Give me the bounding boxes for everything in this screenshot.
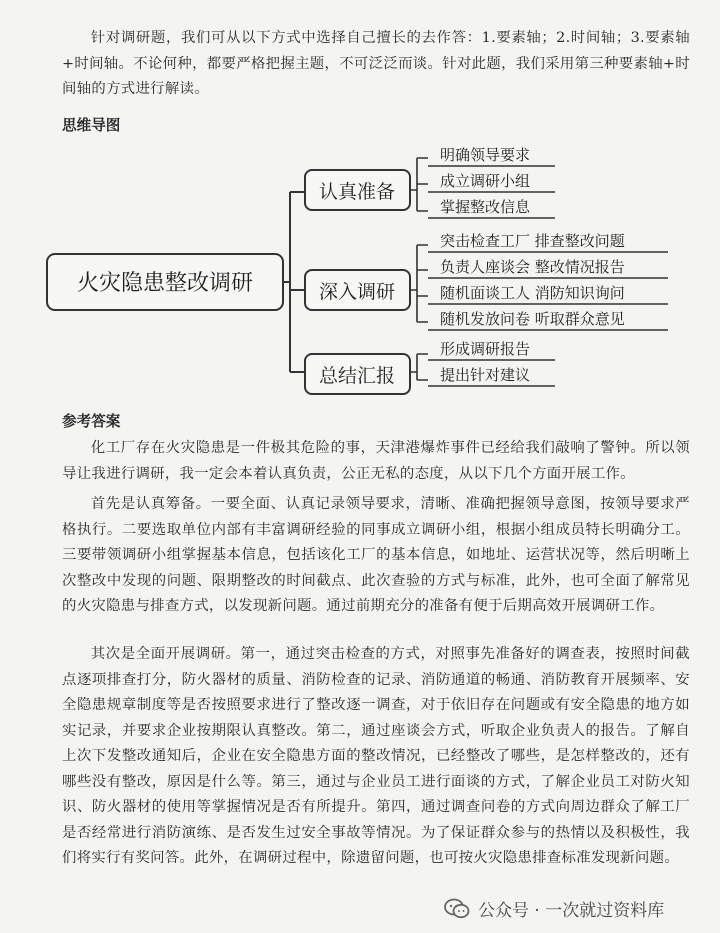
- branch-3-label: 总结汇报: [318, 365, 396, 387]
- leaf-3-2: 提出针对建议: [440, 366, 531, 384]
- leaf-1-2: 成立调研小组: [440, 172, 531, 190]
- leaf-1-3: 掌握整改信息: [440, 198, 531, 216]
- leaf-2-2: 负责人座谈会 整改情况报告: [440, 258, 625, 276]
- leaf-2-4: 随机发放问卷 听取群众意见: [440, 310, 625, 328]
- mind-map: [0, 0, 720, 400]
- wechat-icon: [444, 898, 470, 920]
- mindmap-root-node: [47, 254, 283, 310]
- mindmap-branch-1: [305, 146, 555, 218]
- footer-watermark: [444, 896, 664, 921]
- answer-paragraph-2: 首先是认真筹备。一要全面、认真记录领导要求，清晰、准确把握领导意图，按领导要求严格执行。二要选取单位内部有丰富调研经验的同事成立调研小组，根据小组成员特长明确分工。三要带领调研小组掌握基本信息，包括该化工厂的基本信息，如地址、运营状况等，然后明晰上次整改中发现的问题、限期整改的时间截点、此次查验的方式与标准，此外，也可全面了解常见的火灾隐患与排查方式，以发现新问题。通过前期充分的准备有便于后期高效开展调研工作。: [62, 496, 690, 614]
- mindmap-branch-2: [305, 232, 668, 330]
- mindmap-branch-3: [305, 340, 555, 394]
- footer-text: 公众号 · 一次就过资料库: [478, 901, 665, 921]
- answer-paragraph-3: 其次是全面开展调研。第一，通过突击检查的方式，对照事先准备好的调查表，按照时间截点逐项排查打分，防火器材的质量、消防检查的记录、消防通道的畅通、消防教育开展频率、安全隐患规章制度等是否按照要求进行了整改逐一调查，对于依旧存在问题或有安全隐患的地方如实记录，并要求企业按期限认真整改。第二，通过座谈会方式，听取企业负责人的报告。了解自上次下发整改通知后，企业在安全隐患方面的整改情况，已经整改了哪些，是怎样整改的，还有哪些没有整改，原因是什么等。第三，通过与企业员工进行面谈的方式，了解企业员工对防火知识、防火器材的使用等掌握情况是否有所提升。第四，通过调查问卷的方式向周边群众了解工厂是否经常进行消防演练、是否发生过安全事故等情况。为了保证群众参与的热情以及积极性，我们将实行有奖问答。此外，在调研过程中，除遗留问题，也可按火灾隐患排查标准发现新问题。: [62, 646, 690, 866]
- intro-paragraph: 针对调研题，我们可从以下方式中选择自己擅长的去作答：1.要素轴；2.时间轴；3.要素轴+时间轴。不论何种，都要严格把握主题，不可泛泛而谈。针对此题，我们采用第三种要素轴+时间轴的方式进行解读。: [62, 30, 690, 97]
- answer-paragraph-1: 化工厂存在火灾隐患是一件极其危险的事，天津港爆炸事件已经给我们敲响了警钟。所以领导让我进行调研，我一定会本着认真负责，公正无私的态度，从以下几个方面开展工作。: [62, 440, 690, 482]
- leaf-2-1: 突击检查工厂 排查整改问题: [440, 232, 625, 250]
- leaf-1-1: 明确领导要求: [440, 146, 531, 164]
- root-connector: [283, 192, 305, 372]
- mindmap-heading: 思维导图: [62, 117, 121, 134]
- branch-2-label: 深入调研: [318, 281, 396, 303]
- answer-heading: 参考答案: [62, 413, 121, 430]
- leaf-2-3: 随机面谈工人 消防知识询问: [440, 284, 625, 302]
- branch-1-label: 认真准备: [318, 181, 396, 203]
- leaf-3-1: 形成调研报告: [440, 340, 531, 358]
- mindmap-root-label: 火灾隐患整改调研: [76, 271, 254, 296]
